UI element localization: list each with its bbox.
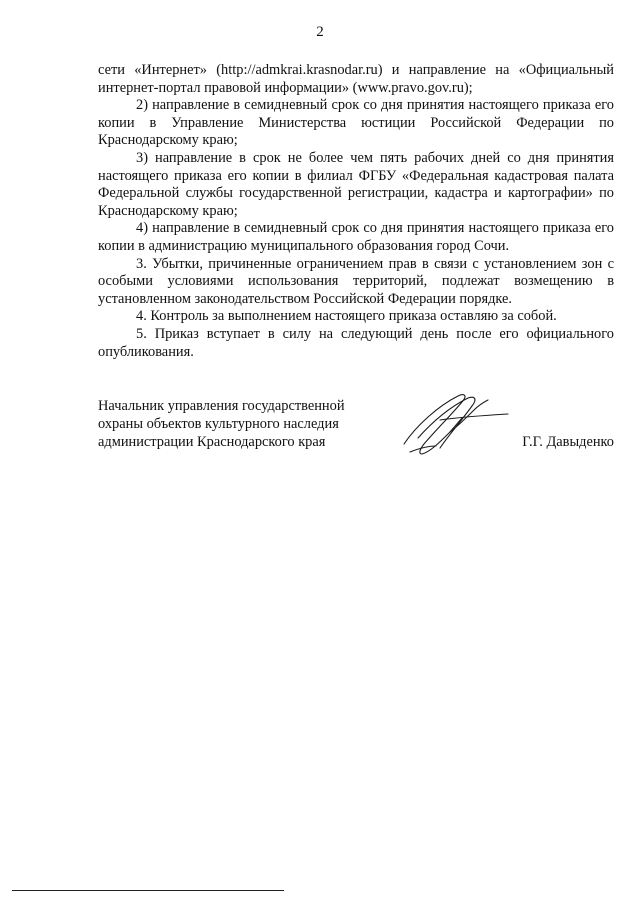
paragraph-clause-3: 3. Убытки, причиненные ограничением прав в связи с установлением зон с особыми условиями использования территорий, подлежат возмещению в установленном законодательством Российской Федерации порядке.	[98, 255, 614, 307]
signer-name: Г.Г. Давыденко	[522, 434, 614, 450]
page-number: 2	[316, 24, 324, 40]
paragraph-continuation: сети «Интернет» (http://admkrai.krasnodar.ru) и направление на «Официальный интернет-портал правовой информации» (www.pravo.gov.ru);	[98, 62, 614, 96]
handwritten-signature	[400, 388, 512, 460]
position-line: Начальник управления государственной	[98, 398, 345, 414]
paragraph-clause-4: 4. Контроль за выполнением настоящего приказа оставляю за собой.	[136, 308, 557, 325]
signatory-position	[98, 397, 345, 451]
paragraph-item-3: 3) направление в срок не более чем пять рабочих дней со дня принятия настоящего приказа его копии в филиал ФГБУ «Федеральная кадастровая палата Федеральной службы государственной регистрации, кадастра и картографии» по Краснодарскому краю;	[98, 149, 614, 219]
position-line: охраны объектов культурного наследия	[98, 416, 339, 432]
paragraph-item-2: 2) направление в семидневный срок со дня принятия настоящего приказа его копии в Управление Министерства юстиции Российской Федерации по Краснодарскому краю;	[98, 97, 614, 149]
paragraph-item-4: 4) направление в семидневный срок со дня принятия настоящего приказа его копии в администрацию муниципального образования город Сочи.	[98, 220, 614, 254]
document-body	[98, 62, 614, 361]
paragraph-clause-5: 5. Приказ вступает в силу на следующий день после его официального опубликования.	[98, 325, 614, 360]
footer-divider	[12, 890, 284, 891]
position-line: администрации Краснодарского края	[98, 434, 326, 450]
